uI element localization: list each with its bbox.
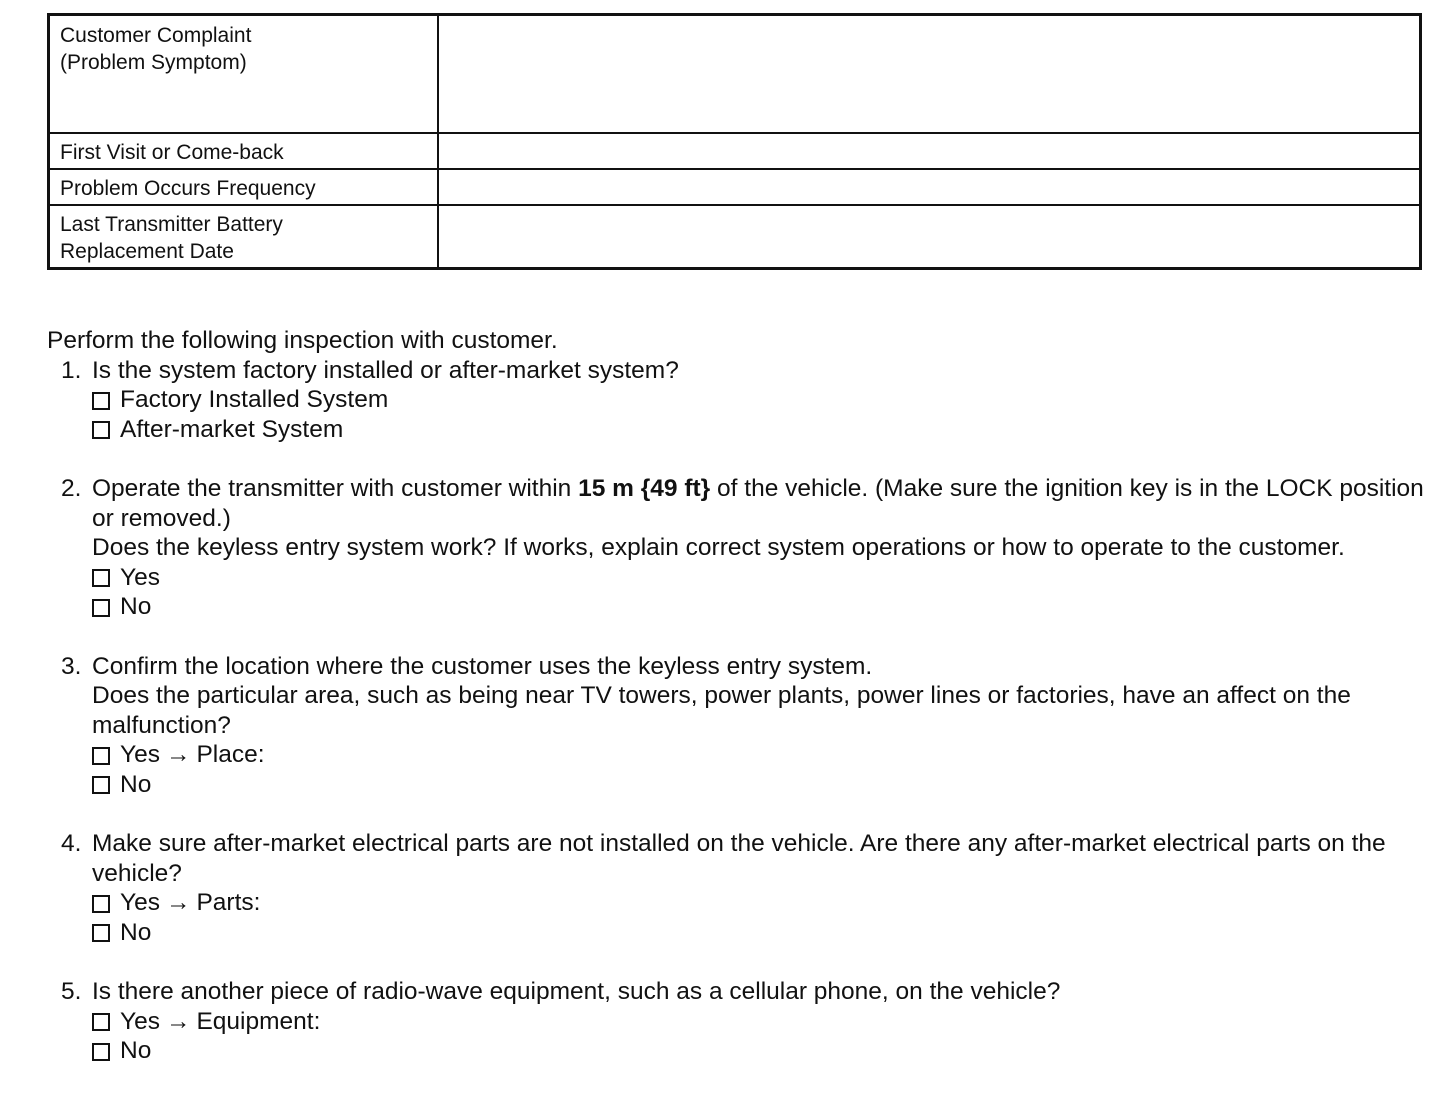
option-no[interactable] xyxy=(92,770,1432,800)
question-text: Make sure after-market electrical parts are not installed on the vehicle. Are there any after-market electrical parts on the vehicle? xyxy=(92,830,1386,887)
question-text xyxy=(92,474,1432,533)
question-followup-text: Does the keyless entry system work? If works, explain correct system operations or how to operate to the customer. xyxy=(92,534,1345,561)
checkbox-icon[interactable] xyxy=(92,569,110,587)
right-arrow-icon: → xyxy=(165,1007,191,1035)
checkbox-icon[interactable] xyxy=(92,924,110,942)
question-text: Confirm the location where the customer uses the keyless entry system. xyxy=(92,652,873,680)
option-label: Yes xyxy=(120,563,160,591)
customer-info-table xyxy=(47,13,1422,270)
customer-complaint-field[interactable] xyxy=(438,15,1421,134)
option-label: No xyxy=(120,770,152,798)
checkbox-icon[interactable] xyxy=(92,392,110,410)
option-after-market[interactable] xyxy=(92,415,1432,445)
inspection-section xyxy=(47,326,1432,1096)
question-text: Is there another piece of radio-wave equipment, such as a cellular phone, on the vehicle? xyxy=(92,978,1061,1005)
first-visit-label: First Visit or Come-back xyxy=(60,141,284,164)
table-row-problem-frequency xyxy=(49,169,1421,205)
option-no[interactable] xyxy=(92,1036,1432,1066)
problem-frequency-label: Problem Occurs Frequency xyxy=(60,177,316,200)
question-list xyxy=(47,356,1432,1066)
question-2 xyxy=(47,474,1432,622)
checkbox-icon[interactable] xyxy=(92,599,110,617)
option-suffix: Equipment: xyxy=(196,1007,321,1035)
problem-frequency-field[interactable] xyxy=(438,169,1421,205)
inspection-intro: Perform the following inspection with customer. xyxy=(47,327,558,354)
question-number: 3. xyxy=(61,652,82,680)
question-text-after: of the vehicle. (Make sure the ignition key is in the LOCK position or removed.) xyxy=(92,475,1424,532)
checkbox-icon[interactable] xyxy=(92,1043,110,1061)
option-label: After-market System xyxy=(120,415,344,443)
customer-complaint-label-cell xyxy=(49,15,439,134)
option-label: Factory Installed System xyxy=(120,386,389,413)
first-visit-field[interactable] xyxy=(438,133,1421,169)
question-number: 2. xyxy=(61,475,82,502)
question-3 xyxy=(47,652,1432,800)
table-row-customer-complaint xyxy=(49,15,1421,134)
option-label: Yes xyxy=(120,889,160,916)
option-label: No xyxy=(120,593,152,620)
option-no[interactable] xyxy=(92,918,1432,948)
option-yes-parts[interactable] xyxy=(92,888,1432,918)
battery-date-field[interactable] xyxy=(438,205,1421,269)
problem-frequency-label-cell xyxy=(49,169,439,205)
question-text-before: Operate the transmitter with customer within xyxy=(92,475,579,502)
option-label: No xyxy=(120,1037,152,1064)
table-row-battery-date xyxy=(49,205,1421,269)
table-row-first-visit xyxy=(49,133,1421,169)
right-arrow-icon: → xyxy=(165,741,191,768)
question-followup-text: Does the particular area, such as being near TV towers, power plants, power lines or factories, have an affect on the malfunction? xyxy=(92,682,1351,739)
option-label: No xyxy=(120,918,152,946)
option-no[interactable] xyxy=(92,592,1432,622)
question-number: 4. xyxy=(61,830,82,857)
question-text: Is the system factory installed or after-market system? xyxy=(92,356,679,384)
checkbox-icon[interactable] xyxy=(92,747,110,765)
question-5 xyxy=(47,977,1432,1066)
checkbox-icon[interactable] xyxy=(92,776,110,794)
option-suffix: Place: xyxy=(196,741,265,768)
checkbox-icon[interactable] xyxy=(92,421,110,439)
checkbox-icon[interactable] xyxy=(92,1013,110,1031)
question-1 xyxy=(47,356,1432,445)
question-number: 1. xyxy=(61,356,82,384)
battery-date-label-cell xyxy=(49,205,439,269)
option-factory-installed[interactable] xyxy=(92,385,1432,415)
option-yes-equipment[interactable] xyxy=(92,1007,1432,1037)
customer-complaint-label: Customer Complaint (Problem Symptom) xyxy=(60,24,252,74)
distance-emphasis: 15 m {49 ft} xyxy=(578,475,711,502)
option-yes-place[interactable] xyxy=(92,740,1432,770)
option-label: Yes xyxy=(120,1007,160,1035)
question-4 xyxy=(47,829,1432,947)
option-label: Yes xyxy=(120,741,160,768)
checkbox-icon[interactable] xyxy=(92,895,110,913)
battery-date-label: Last Transmitter Battery Replacement Date xyxy=(60,213,283,263)
right-arrow-icon: → xyxy=(165,889,191,916)
option-yes[interactable] xyxy=(92,563,1432,593)
first-visit-label-cell xyxy=(49,133,439,169)
option-suffix: Parts: xyxy=(196,889,261,916)
question-number: 5. xyxy=(61,978,82,1005)
